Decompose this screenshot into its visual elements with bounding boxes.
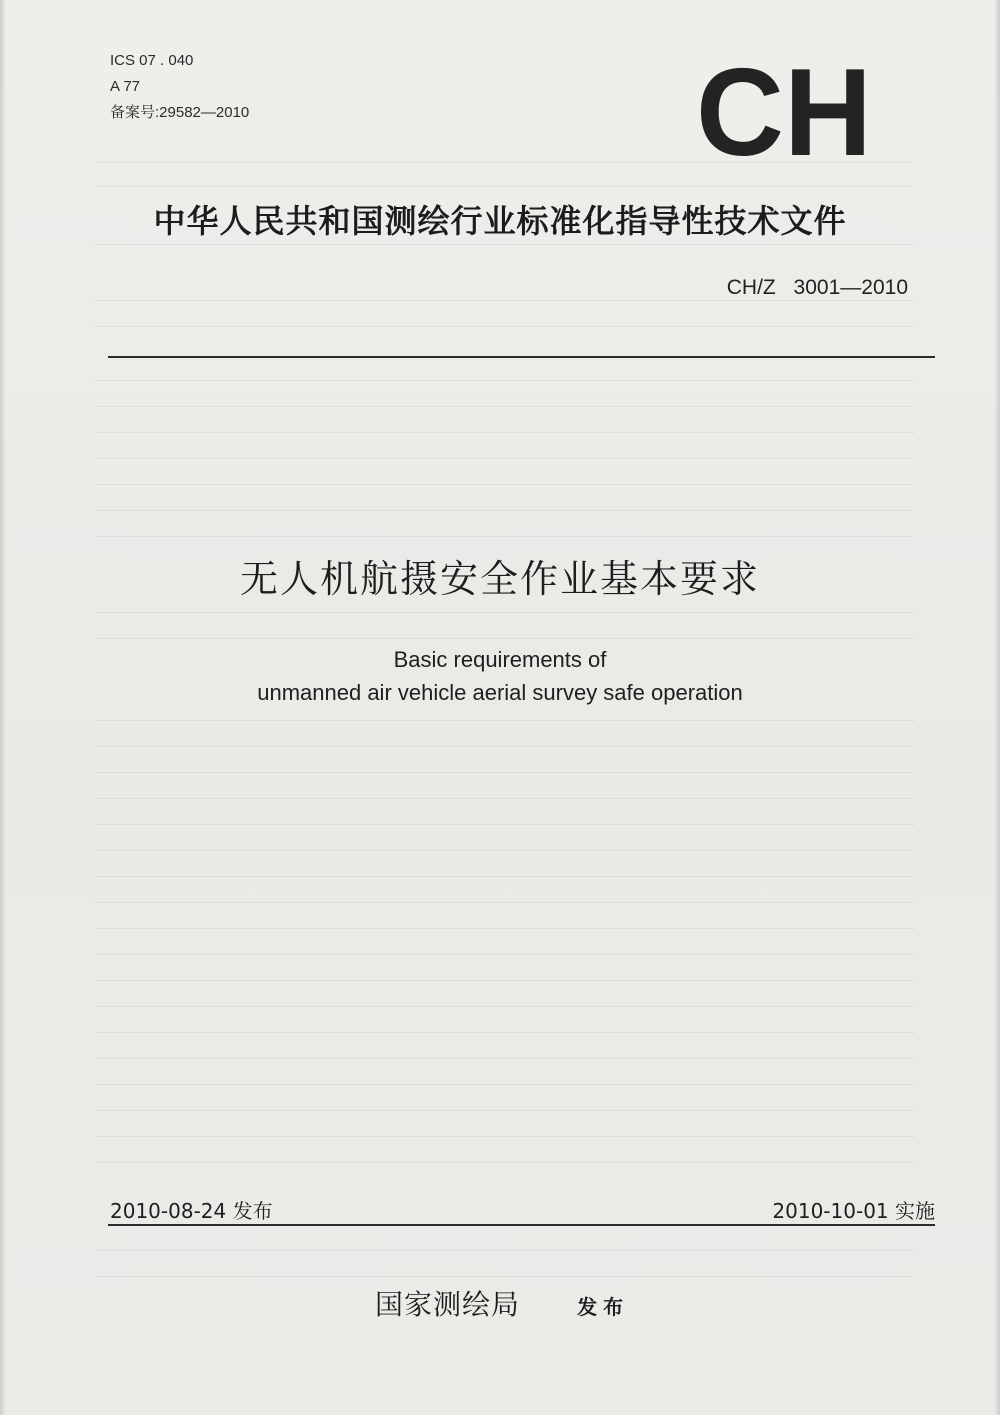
document-title-en <box>0 643 1000 709</box>
bottom-divider <box>108 1224 935 1226</box>
publish-label: 发布 <box>577 1295 630 1319</box>
document-title-cn: 无人机航摄安全作业基本要求 <box>239 557 760 601</box>
publisher-line <box>375 1283 629 1323</box>
top-divider <box>108 356 935 358</box>
publisher-organization: 国家测绘局 <box>375 1288 521 1321</box>
classification-block <box>110 48 249 126</box>
ch-logo-text: CH <box>696 62 872 160</box>
standard-number: CH/Z 3001—2010 <box>726 276 908 299</box>
ics-code: ICS 07 . 040 <box>110 52 194 69</box>
ch-logo <box>696 62 872 160</box>
filing-number: 备案号:29582—2010 <box>110 104 250 121</box>
main-title: 中华人民共和国测绘行业标准化指导性技术文件 <box>153 202 847 240</box>
document-title-en-line2: unmanned air vehicle aerial survey safe operation <box>257 680 743 705</box>
category-code: A 77 <box>110 78 141 95</box>
issue-date: 2010-08-24 发布 <box>110 1199 273 1223</box>
document-title-en-line1: Basic requirements of <box>393 647 607 672</box>
implementation-date: 2010-10-01 实施 <box>772 1199 935 1223</box>
